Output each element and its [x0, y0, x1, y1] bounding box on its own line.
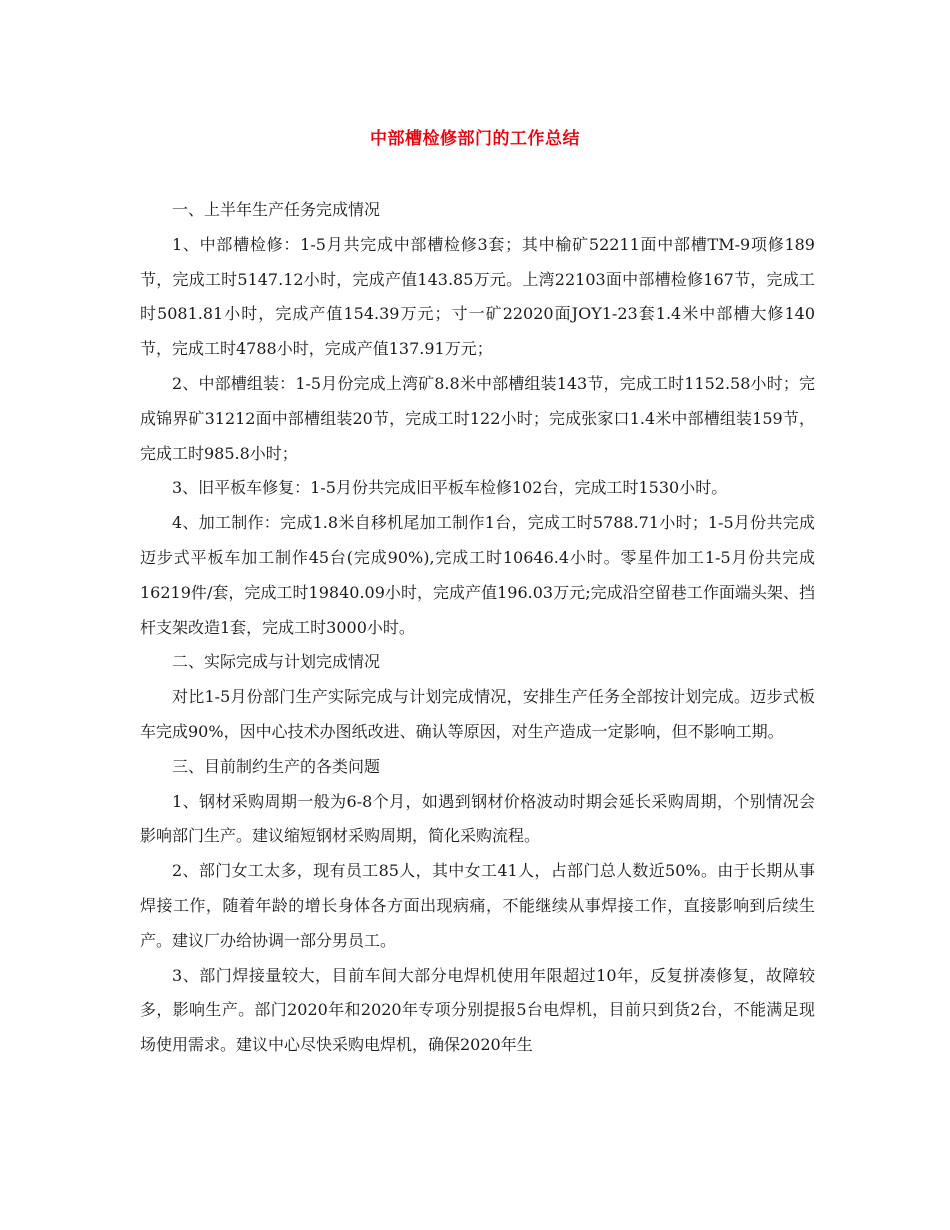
- document-body: [140, 193, 815, 1063]
- paragraph-issue-welders: 3、部门焊接量较大，目前车间大部分电焊机使用年限超过10年，反复拼凑修复，故障较多，影响生产。部门2020年和2020年专项分别提报5台电焊机，目前只到货2台，不能满足现场使用需求。建议中心尽快采购电焊机，确保2020年生: [140, 965, 815, 1055]
- heading-section-1: 一、上半年生产任务完成情况: [172, 200, 381, 219]
- document-title: 中部槽检修部门的工作总结: [370, 129, 580, 149]
- paragraph-chute-overhaul: 1、中部槽检修：1-5月共完成中部槽检修3套；其中榆矿52211面中部槽TM-9项修189节，完成工时5147.12小时，完成产值143.85万元。上湾22103面中部槽检修167节，完成工时5081.81小时，完成产值154.39万元；寸一矿22020面JOY1-23套1.4米中部槽大修140节，完成工时4788小时，完成产值137.91万元；: [140, 234, 815, 359]
- paragraph-plan-comparison: 对比1-5月份部门生产实际完成与计划完成情况，安排生产任务全部按计划完成。迈步式板车完成90%，因中心技术办图纸改进、确认等原因，对生产造成一定影响，但不影响工期。: [140, 687, 815, 741]
- paragraph-fabrication: 4、加工制作：完成1.8米自移机尾加工制作1台，完成工时5788.71小时；1-5月份共完成迈步式平板车加工制作45台(完成90%),完成工时10646.4小时。零星件加工1-5月份共完成16219件/套，完成工时19840.09小时，完成产值196.03万元;完成沿空留巷工作面端头架、挡杆支架改造1套，完成工时3000小时。: [140, 513, 815, 637]
- heading-section-3: 三、目前制约生产的各类问题: [172, 756, 381, 776]
- paragraph-chute-assembly: 2、中部槽组装：1-5月份完成上湾矿8.8米中部槽组装143节，完成工时1152.58小时；完成锦界矿31212面中部槽组装20节，完成工时122小时；完成张家口1.4米中部槽组装159节，完成工时985.8小时；: [140, 373, 815, 463]
- paragraph-issue-staff: 2、部门女工太多，现有员工85人，其中女工41人，占部门总人数近50%。由于长期从事焊接工作，随着年龄的增长身体各方面出现病痛，不能继续从事焊接工作，直接影响到后续生产。建议厂办给协调一部分男员工。: [140, 861, 815, 950]
- heading-section-2: 二、实际完成与计划完成情况: [172, 652, 381, 672]
- paragraph-issue-steel: 1、钢材采购周期一般为6-8个月，如遇到钢材价格波动时期会延长采购周期，个别情况会影响部门生产。建议缩短钢材采购周期，简化采购流程。: [140, 791, 815, 846]
- paragraph-flatcar-repair: 3、旧平板车修复：1-5月份共完成旧平板车检修102台，完成工时1530小时。: [172, 478, 728, 498]
